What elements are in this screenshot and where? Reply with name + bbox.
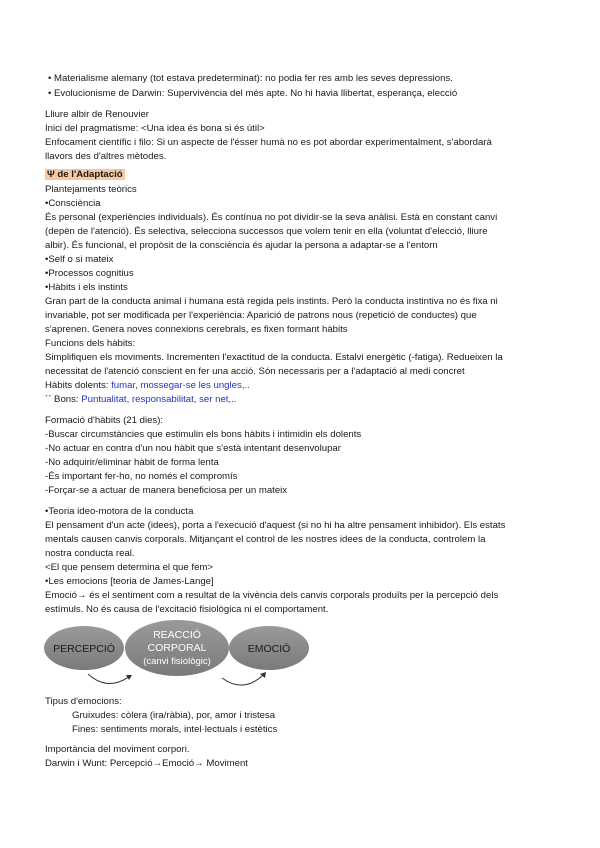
- habits-line: s'aprenen. Genera noves connexions cerebrals, es fixen formant hàbits: [45, 324, 348, 335]
- bullet-materialisme: • Materialisme alemany (tot estava predeterminat): no podia fer res amb les seves depressions.: [48, 73, 453, 84]
- teoria-line: mentals causen canvis corporals. Mitjançant el control de les nostres idees de la conducta, controlem la: [45, 534, 486, 545]
- consciencia-line: És personal (experiències individuals). És contínua no pot dividir-se la seva anàlisi. Està en constant canvi: [45, 212, 498, 223]
- teoria-heading: •Teoria ideo-motora de la conducta: [45, 506, 194, 517]
- emocions-line: estímuls. No és causa de l'excitació fisiològica ni el comportament.: [45, 604, 329, 615]
- pragmatism-line: Inici del pragmatisme: <Una idea és bona si és útil>: [45, 123, 265, 134]
- habits-dolents-line: [45, 379, 250, 392]
- funcions-line: Simplifiquen els moviments. Incrementen l'exactitud de la conducta. Estalvi energètic (-fatiga). Redueixen la: [45, 352, 503, 363]
- formacio-item: -No actuar en contra d'un nou hàbit que s'està intentant desenvolupar: [45, 443, 341, 454]
- formacio-item: -No adquirir/eliminar hàbit de forma lenta: [45, 457, 219, 468]
- habits-dolents-label: Hàbits dolents:: [45, 380, 112, 391]
- formacio-item: -Buscar circumstàncies que estimulin els bons hàbits i intimidin els dolents: [45, 429, 362, 440]
- importancia-line: Importància del moviment corpori.: [45, 744, 190, 755]
- habits-line: invariable, pot ser modificada per l'experiència: Aparició de patrons nous (repetició de conductes) que: [45, 310, 477, 321]
- self-heading: •Self o si mateix: [45, 254, 114, 265]
- emocions-heading: •Les emocions [teoria de James-Lange]: [45, 576, 214, 587]
- tipus-gruixudes: Gruixudes: còlera (ira/ràbia), por, amor i tristesa: [72, 710, 276, 721]
- consciencia-line: (depèn de l'atenció). És selectiva, selecciona successos que volem tenir en ella (voluntat d'elecció, lliure: [45, 226, 488, 237]
- consciencia-heading: •Consciència: [45, 198, 101, 209]
- reaccio-label-3: (canvi fisiològic): [143, 656, 211, 667]
- formacio-heading: Formació d'hàbits (21 dies):: [45, 415, 164, 426]
- habits-bons-line: [45, 393, 236, 406]
- reaccio-label-1: REACCIÓ: [153, 629, 201, 641]
- funcions-heading: Funcions dels hàbits:: [45, 338, 136, 349]
- habits-heading: •Hàbits i els instints: [45, 282, 128, 293]
- processos-heading: •Processos cognitius: [45, 268, 134, 279]
- emocio-label: EMOCIÓ: [247, 643, 291, 655]
- arrow-percepcio-reaccio: [88, 674, 130, 684]
- arrowhead-percepcio-reaccio: [126, 675, 132, 680]
- section-title: [45, 168, 125, 181]
- reaccio-label-2: CORPORAL: [147, 642, 207, 654]
- darwin-wunt-line: Darwin i Wunt: Percepció→Emoció→ Moviment: [45, 758, 248, 769]
- bullet-evolucionisme: • Evolucionisme de Darwin: Supervivència del més apte. No hi havia llibertat, esperança, elecció: [48, 88, 458, 99]
- teoria-line: El pensament d'un acte (idees), porta a l'execució d'aquest (si no hi ha altre pensament inhibidor). Els estats: [45, 520, 506, 531]
- tipus-fines: Fines: sentiments morals, intel·lectuals i estètics: [72, 724, 278, 735]
- formacio-item: -Forçar-se a actuar de manera beneficiosa per un mateix: [45, 485, 288, 496]
- formacio-item: -És important fer-ho, no només el compromís: [45, 471, 238, 482]
- consciencia-line: albir). És funcional, el propòsit de la consciència és ajudar la persona a adaptar-se a l'entorn: [45, 240, 438, 251]
- approach-line-2: llavors des d'altres mètodes.: [45, 151, 167, 162]
- habits-line: Gran part de la conducta animal i humana està regida pels instints. Però la conducta instintiva no és fixa ni: [45, 296, 498, 307]
- james-lange-diagram: [42, 618, 312, 696]
- teoria-line: nostra conducta real.: [45, 548, 135, 559]
- approach-line-1: Enfocament científic i filo: Si un aspecte de l'ésser humà no es pot abordar experimentalment, s'abordarà: [45, 137, 492, 148]
- section-title-highlight: Ψ de l'Adaptació: [47, 169, 123, 180]
- percepcio-label: PERCEPCIÓ: [53, 643, 115, 655]
- tipus-heading: Tipus d'emocions:: [45, 696, 122, 707]
- emocions-line: Emoció→ és el sentiment com a resultat de la vivència dels canvis corporals produïts per la percepció dels: [45, 590, 499, 601]
- funcions-line: necessitat de l'atenció conscient en fer una acció. Són necessaris per a l'adaptació al medi concret: [45, 366, 465, 377]
- habits-bons-value: Puntualitat, responsabilitat, ser net,..: [81, 394, 237, 405]
- plantejaments-heading: Plantejaments teòrics: [45, 184, 137, 195]
- habits-bons-label: `` Bons:: [45, 394, 82, 405]
- renouvier-title: Lliure albir de Renouvier: [45, 109, 149, 120]
- arrow-reaccio-emocio: [222, 674, 264, 685]
- habits-dolents-value: fumar, mossegar-se les ungles,..: [111, 380, 250, 391]
- teoria-quote: <El que pensem determina el que fem>: [45, 562, 213, 573]
